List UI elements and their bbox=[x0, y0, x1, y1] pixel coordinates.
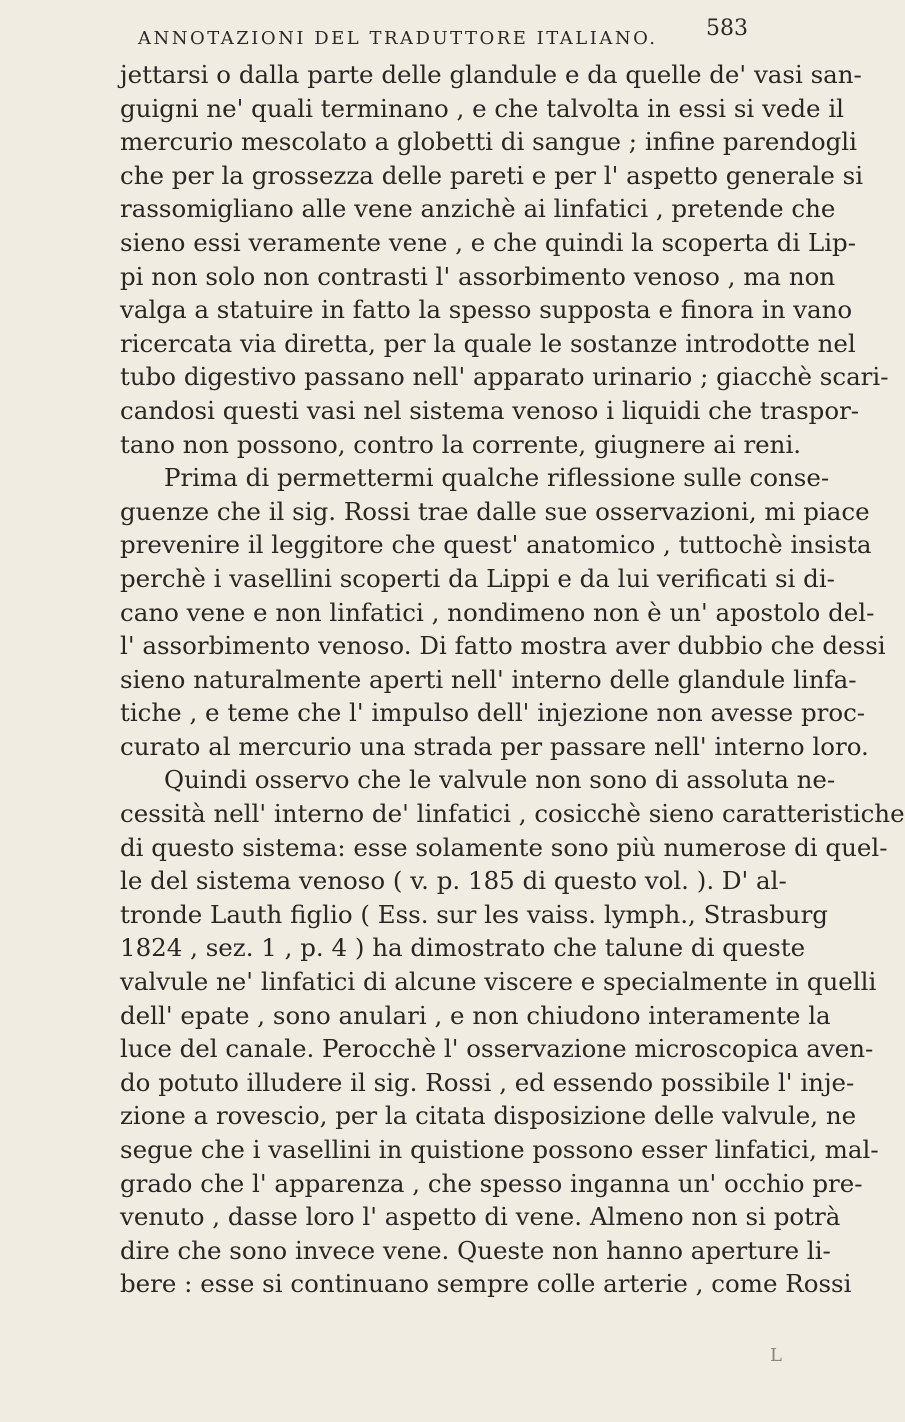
text-line: segue che i vasellini in quistione possono esser linfatici, mal- bbox=[120, 1135, 879, 1164]
text-line: curato al mercurio una strada per passare nell' interno loro. bbox=[120, 731, 869, 761]
text-line: dire che sono invece vene. Queste non hanno aperture li- bbox=[120, 1235, 831, 1265]
margin-mark: L bbox=[770, 1345, 782, 1366]
paragraph bbox=[120, 763, 905, 1301]
running-head: ANNOTAZIONI DEL TRADUTTORE ITALIANO. bbox=[138, 28, 658, 49]
text-line: sieno essi veramente vene , e che quindi la scoperta di Lip- bbox=[120, 227, 857, 257]
paragraph bbox=[120, 58, 889, 461]
text-line: cessità nell' interno de' linfatici , cosicchè sieno caratteristiche bbox=[120, 799, 905, 829]
paragraph bbox=[120, 461, 886, 763]
text-line: tiche , e teme che l' impulso dell' injezione non avesse proc- bbox=[120, 698, 866, 728]
text-line: mercurio mescolato a globetti di sangue ; infine parendogli bbox=[120, 127, 857, 157]
page-header bbox=[128, 16, 748, 56]
text-line: le del sistema venoso ( v. p. 185 di questo vol. ). D' al- bbox=[120, 866, 787, 896]
text-line: valga a statuire in fatto la spesso supposta e finora in vano bbox=[120, 295, 853, 325]
text-line: guigni ne' quali terminano , e che talvolta in essi si vede il bbox=[120, 93, 844, 123]
text-line: Quindi osservo che le valvule non sono di assoluta ne- bbox=[164, 765, 836, 795]
text-line: sieno naturalmente aperti nell' interno delle glandule linfa- bbox=[120, 664, 857, 694]
text-line: grado che l' apparenza , che spesso inganna un' occhio pre- bbox=[120, 1168, 863, 1198]
text-line: perchè i vasellini scoperti da Lippi e da lui verificati si di- bbox=[120, 563, 835, 593]
text-line: di questo sistema: esse solamente sono più numerose di quel- bbox=[120, 832, 888, 862]
text-line: Prima di permettermi qualche riflessione sulle conse- bbox=[164, 463, 830, 493]
text-line: guenze che il sig. Rossi trae dalle sue osservazioni, mi piace bbox=[120, 496, 870, 526]
text-line: dell' epate , sono anulari , e non chiudono interamente la bbox=[120, 1000, 831, 1030]
text-line: pi non solo non contrasti l' assorbimento venoso , ma non bbox=[120, 261, 836, 291]
text-line: rassomigliano alle vene anzichè ai linfatici , pretende che bbox=[120, 194, 836, 224]
text-line: prevenire il leggitore che quest' anatomico , tuttochè insista bbox=[120, 530, 872, 560]
text-line: zione a rovescio, per la citata disposizione delle valvule, ne bbox=[120, 1101, 857, 1131]
body-text bbox=[120, 58, 905, 1301]
text-line: l' assorbimento venoso. Di fatto mostra aver dubbio che dessi bbox=[120, 631, 886, 661]
text-line: tronde Lauth figlio ( Ess. sur les vaiss. lymph., Strasburg bbox=[120, 899, 828, 929]
text-line: do potuto illudere il sig. Rossi , ed essendo possibile l' inje- bbox=[120, 1067, 855, 1097]
text-line: venuto , dasse loro l' aspetto di vene. Almeno non si potrà bbox=[120, 1202, 841, 1232]
text-line: che per la grossezza delle pareti e per l' aspetto generale si bbox=[120, 160, 864, 190]
text-line: tubo digestivo passano nell' apparato urinario ; giacchè scari- bbox=[120, 362, 889, 392]
text-line: bere : esse si continuano sempre colle arterie , come Rossi bbox=[120, 1269, 852, 1299]
text-line: jettarsi o dalla parte delle glandule e da quelle de' vasi san- bbox=[120, 60, 862, 89]
text-line: tano non possono, contro la corrente, giugnere ai reni. bbox=[120, 429, 802, 459]
text-line: ricercata via diretta, per la quale le sostanze introdotte nel bbox=[120, 328, 856, 358]
page-number: 583 bbox=[706, 16, 748, 41]
text-line: 1824 , sez. 1 , p. 4 ) ha dimostrato che talune di queste bbox=[120, 933, 806, 963]
text-line: candosi questi vasi nel sistema venoso i liquidi che traspor- bbox=[120, 395, 860, 425]
text-line: luce del canale. Perocchè l' osservazione microscopica aven- bbox=[120, 1034, 874, 1064]
text-line: valvule ne' linfatici di alcune viscere e specialmente in quelli bbox=[120, 967, 877, 997]
text-line: cano vene e non linfatici , nondimeno non è un' apostolo del- bbox=[120, 597, 875, 627]
